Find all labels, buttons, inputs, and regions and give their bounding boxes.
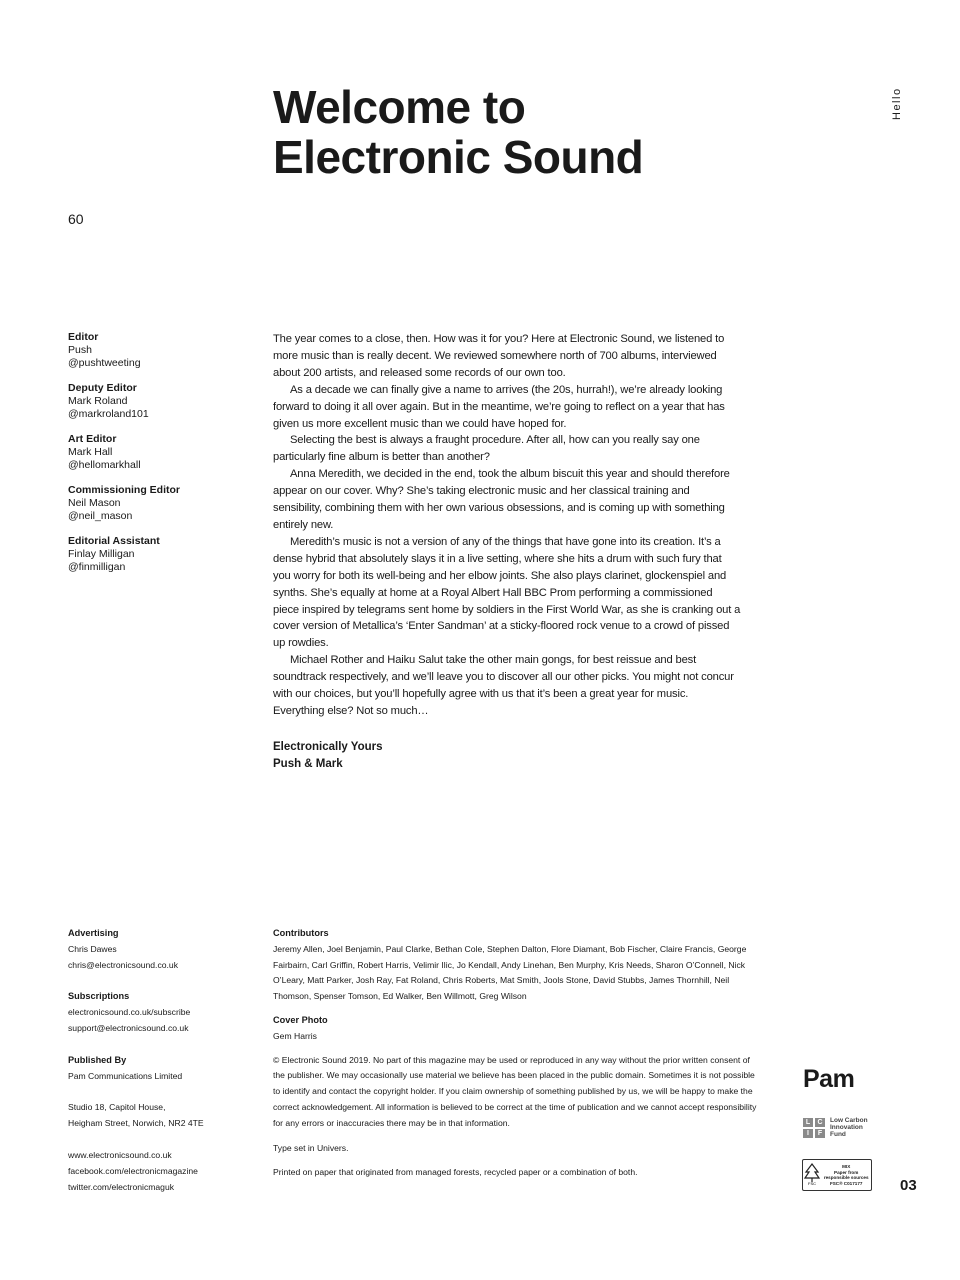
address-line-1: Studio 18, Capitol House,: [68, 1102, 166, 1113]
staff-handle: @hellomarkhall: [68, 459, 141, 471]
staff-name: Push: [68, 344, 92, 356]
contributors-list: Jeremy Allen, Joel Benjamin, Paul Clarke, Bethan Cole, Stephen Dalton, Flore Diamant, Bob Fischer, Claire Francis, George Fairbairn, Carl Griffin, Robert Harris, Velimir Ilic, Jo Kendall, Andy Linehan, Ben Murphy, Kris Needs, Sharon O’Connell, Nick O’Leary, Matt Parker, Josh Ray, Fat Roland, Chris Roberts, Mat Smith, Jools Stone, David Stubbs, James Thornhill, Neil Thomson, Spenser Tomson, Ed Walker, Ben Willmott, Greg Wilson: [273, 943, 747, 1002]
page-count: 60: [68, 211, 84, 227]
signoff: [273, 739, 383, 773]
subscriptions-email[interactable]: support@electronicsound.co.uk: [68, 1022, 189, 1033]
paper-note: Printed on paper that originated from managed forests, recycled paper or a combination of both.: [273, 1167, 638, 1178]
signoff-line-1: Electronically Yours: [273, 741, 383, 753]
staff-role: Editorial Assistant: [68, 535, 160, 547]
cover-photo-credit: Gem Harris: [273, 1030, 317, 1041]
page-title: [273, 82, 893, 182]
staff-credits: [68, 331, 258, 586]
title-line-1: Welcome to: [273, 81, 526, 133]
staff-entry: [68, 433, 258, 472]
address-line-2: Heigham Street, Norwich, NR2 4TE: [68, 1118, 204, 1129]
staff-handle: @finmilligan: [68, 561, 126, 573]
page-number: 03: [900, 1177, 917, 1194]
advertising-heading: Advertising: [68, 928, 119, 938]
staff-handle: @markroland101: [68, 408, 149, 420]
staff-role: Editor: [68, 331, 99, 343]
publisher-name: Pam Communications Limited: [68, 1070, 183, 1081]
fsc-label: FSC: [808, 1180, 817, 1185]
copyright-notice: © Electronic Sound 2019. No part of this magazine may be used or reproduced in any way without the prior written consent of the publisher. We may occasionally use material we believe has been placed in the public domain. Sometimes it is not possible to identify and contact the copyright holder. If you claim ownership of something published by us, we will be happy to make the correct acknowledgement. All information is believed to be correct at the time of publication and we cannot accept responsibility for any errors or inaccuracies there may be in that information.: [273, 1054, 757, 1128]
article-paragraph: Anna Meredith, we decided in the end, took the album biscuit this year and should therefore appear on our cover. Why? She’s taking electronic music and her classical training and sensibility, combining them with her own various obsessions, and is coming up with something entirely new.: [273, 468, 730, 531]
lcif-letter: I: [803, 1129, 813, 1138]
lcif-letter: L: [803, 1118, 813, 1127]
article-paragraph: Meredith’s music is not a version of any of the things that have gone into its creation. It’s a dense hybrid that absolutely slays it in a live setting, where she hits a drum with such fury that you worry for both its well-being and her elbow joints. She also plays clarinet, glockenspiel and synths. She’s equally at home at a Royal Albert Hall BBC Prom performing a commissioned piece inspired by telegrams sent home by soldiers in the First World War, as she is cranking out a cover version of Metallica’s ‘Enter Sandman’ at a sticky-floored rock venue to a crowd of pissed up rowdies.: [273, 535, 741, 650]
signoff-line-2: Push & Mark: [273, 758, 343, 770]
pam-logo: Pam: [803, 1065, 855, 1093]
lcif-letter: C: [815, 1118, 825, 1127]
fsc-logo: [802, 1159, 872, 1191]
staff-entry: [68, 535, 258, 574]
article-paragraph: As a decade we can finally give a name to arrives (the 20s, hurrah!), we’re already looking forward to doing it all over again. But in the meantime, we’re going to reflect on a year that has given us more excellent music than we could have hoped for.: [273, 383, 725, 430]
fsc-tree-icon: [803, 1163, 821, 1188]
advertising-name: Chris Dawes: [68, 943, 117, 954]
advertising-email[interactable]: chris@electronicsound.co.uk: [68, 959, 178, 970]
publisher-info: [68, 926, 268, 1195]
staff-name: Mark Hall: [68, 446, 113, 458]
facebook-link[interactable]: facebook.com/electronicmagazine: [68, 1165, 198, 1176]
section-tag: Hello: [891, 87, 903, 120]
article-paragraph: Michael Rother and Haiku Salut take the other main gongs, for best reissue and best soundtrack respectively, and we’ll leave you to discover all our other picks. You might not concur with our choices, but you’ll hopefully agree with us that it’s been a great year for music. Everything else? Not so much…: [273, 654, 734, 717]
fsc-code: FSC® C017177: [829, 1180, 863, 1186]
published-by-heading: Published By: [68, 1054, 127, 1065]
title-line-2: Electronic Sound: [273, 131, 644, 183]
staff-role: Art Editor: [68, 433, 117, 445]
staff-entry: [68, 331, 258, 370]
lcif-letter: F: [815, 1129, 825, 1138]
staff-role: Commissioning Editor: [68, 484, 181, 496]
lcif-text: Low Carbon Innovation Fund: [830, 1117, 868, 1138]
staff-role: Deputy Editor: [68, 382, 137, 394]
article-body: [273, 331, 741, 720]
staff-handle: @neil_mason: [68, 510, 133, 522]
low-carbon-innovation-fund-logo: [803, 1117, 880, 1138]
fsc-paper: Paper from responsible sources: [823, 1169, 869, 1180]
subscriptions-heading: Subscriptions: [68, 991, 130, 1002]
colophon: [273, 926, 758, 1181]
staff-name: Mark Roland: [68, 395, 128, 407]
article-paragraph: Selecting the best is always a fraught procedure. After all, how can you really say one particularly fine album is better than another?: [273, 434, 700, 464]
contributors-heading: Contributors: [273, 928, 329, 938]
staff-entry: [68, 382, 258, 421]
staff-handle: @pushtweeting: [68, 357, 141, 369]
cover-photo-heading: Cover Photo: [273, 1014, 328, 1025]
staff-name: Finlay Milligan: [68, 548, 135, 560]
fsc-mix: MIX: [842, 1164, 851, 1169]
subscriptions-url[interactable]: electronicsound.co.uk/subscribe: [68, 1007, 191, 1018]
website-link[interactable]: www.electronicsound.co.uk: [68, 1149, 172, 1160]
article-paragraph: The year comes to a close, then. How was it for you? Here at Electronic Sound, we listened to more music than is really decent. We reviewed somewhere north of 700 albums, interviewed about 200 artists, and released some records of our own too.: [273, 333, 725, 379]
staff-entry: [68, 484, 258, 523]
staff-name: Neil Mason: [68, 497, 121, 509]
twitter-link[interactable]: twitter.com/electronicmaguk: [68, 1181, 175, 1192]
typeset-note: Type set in Univers.: [273, 1142, 349, 1153]
